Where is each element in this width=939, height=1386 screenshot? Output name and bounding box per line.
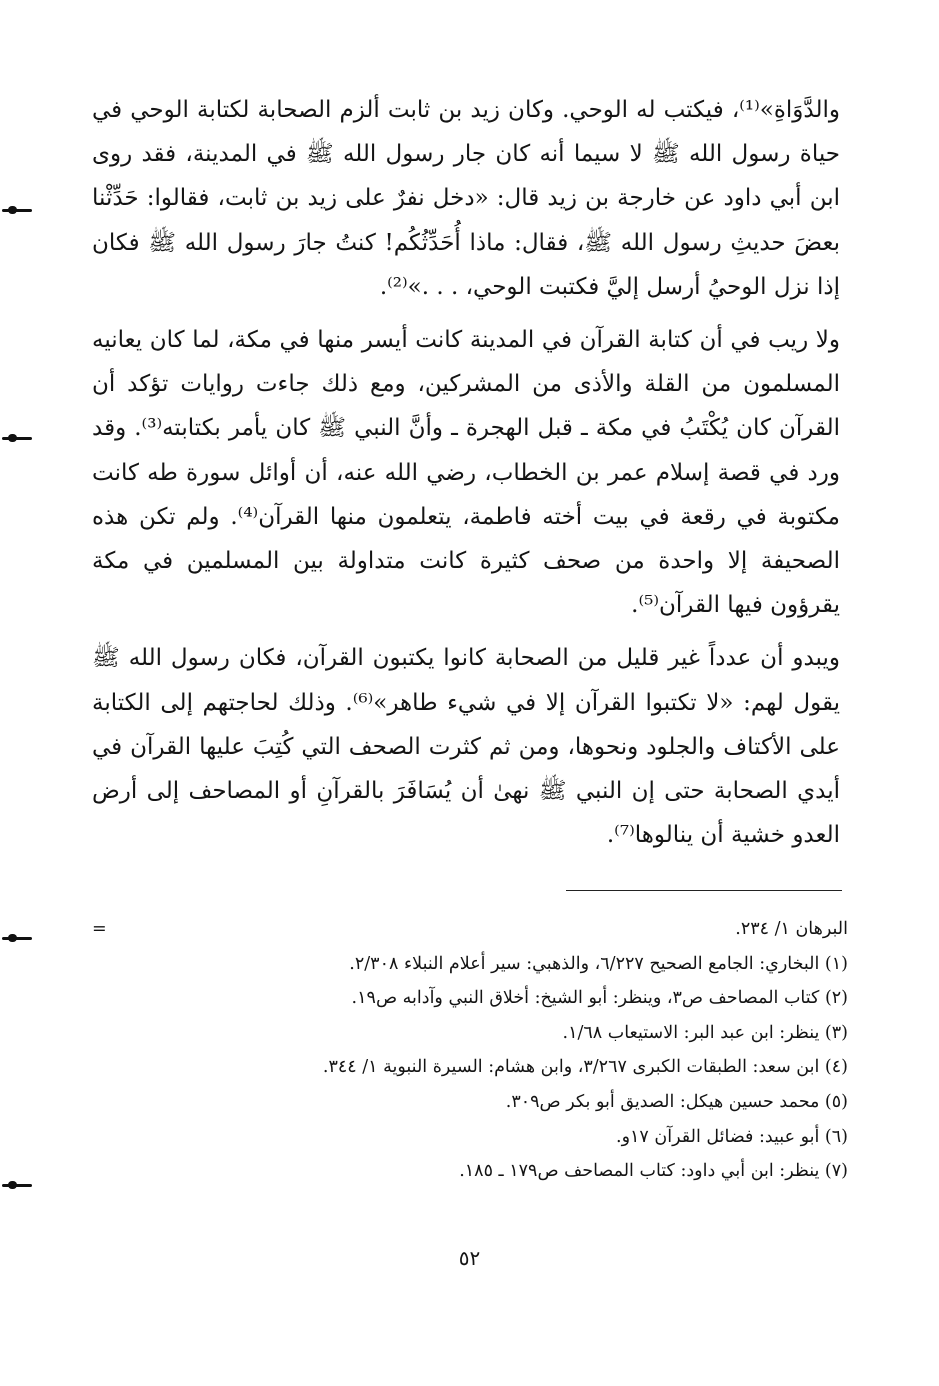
- page-number: ٥٢: [458, 1246, 481, 1270]
- footnote-item: (١) البخاري: الجامع الصحيح ٦/٢٢٧، والذهبي: سير أعلام النبلاء ٢/٣٠٨.: [349, 953, 848, 974]
- footnote-continuation-text: البرهان ١/ ٢٣٤.: [735, 919, 848, 939]
- margin-mark: [0, 933, 38, 943]
- footnote-item: (٥) محمد حسين هيكل: الصديق أبو بكر ص٣٠٩.: [505, 1091, 848, 1112]
- margin-mark: [0, 205, 38, 215]
- footnote-item: (٤) ابن سعد: الطبقات الكبرى ٣/٢٦٧، وابن هشام: السيرة النبوية ١/ ٣٤٤.: [322, 1057, 848, 1078]
- footnote-item: (٣) ينظر: ابن عبد البر: الاستيعاب ١/٦٨.: [562, 1022, 848, 1043]
- continuation-marker: =: [92, 919, 107, 939]
- footnote-separator: [566, 890, 842, 891]
- margin-mark: [0, 1180, 38, 1190]
- paragraph-3: ويبدو أن عدداً غير قليل من الصحابة كانوا يكتبون القرآن، فكان رسول الله ﷺ يقول لهم: «لا تكتبوا القرآن إلا في شيء طاهر»⁽⁶⁾. وذلك لحاجتهم إلى الكتابة على الأكتاف والجلود ونحوها، ومن ثم كثرت الصحف التي كُتِبَ عليها القرآن في أيدي الصحابة حتى إن النبي ﷺ نهىٰ أن يُسَافَرَ بالقرآنِ أو المصاحف إلى أرض العدو خشية أن ينالوها⁽⁷⁾.: [92, 645, 840, 849]
- footnotes: [92, 912, 848, 1189]
- paragraph-2: ولا ريب في أن كتابة القرآن في المدينة كانت أيسر منها في مكة، لما كان يعانيه المسلمون من القلة والأذى من المشركين، ومع ذلك جاءت روايات تؤكد أن القرآن كان يُكْتَبُ في مكة ـ قبل الهجرة ـ وأنَّ النبي ﷺ كان يأمر بكتابته⁽³⁾. وقد ورد في قصة إسلام عمر بن الخطاب، رضي الله عنه، أن أوائل سورة طه كانت مكتوبة في رقعة في بيت أخته فاطمة، يتعلمون منها القرآن⁽⁴⁾. ولم تكن هذه الصحيفة إلا واحدة من صحف كثيرة كانت متداولة بين المسلمين في مكة يقرؤون فيها القرآن⁽⁵⁾.: [92, 327, 840, 619]
- footnote-item: (٦) أبو عبيد: فضائل القرآن ١٧و.: [616, 1126, 848, 1147]
- footnote-item: (٧) ينظر: ابن أبي داود: كتاب المصاحف ص١٧٩ ـ ١٨٥.: [459, 1161, 848, 1182]
- footnote-item: (٢) كتاب المصاحف ص٣، وينظر: أبو الشيخ: أخلاق النبي وآدابه ص١٩.: [351, 988, 848, 1009]
- footnote-continuation: [92, 912, 848, 947]
- paragraph-1: والدَّوَاةِ»⁽¹⁾، فيكتب له الوحي. وكان زيد بن ثابت ألزم الصحابة لكتابة الوحي في حياة رسول الله ﷺ لا سيما أنه كان جار رسول الله ﷺ في المدينة، فقد روى ابن أبي داود عن خارجة بن زيد قال: «دخل نفرٌ على زيد بن ثابت، فقالوا: حَدِّثْنا بعضَ حديثِ رسول الله ﷺ، فقال: ماذا أُحَدِّثُكُم! كنتُ جارَ رسول الله ﷺ فكان إذا نزل الوحيُ أرسل إليَّ فكتبت الوحي، . . .»⁽²⁾.: [92, 97, 840, 300]
- body-text: [92, 88, 840, 857]
- margin-mark: [0, 433, 38, 443]
